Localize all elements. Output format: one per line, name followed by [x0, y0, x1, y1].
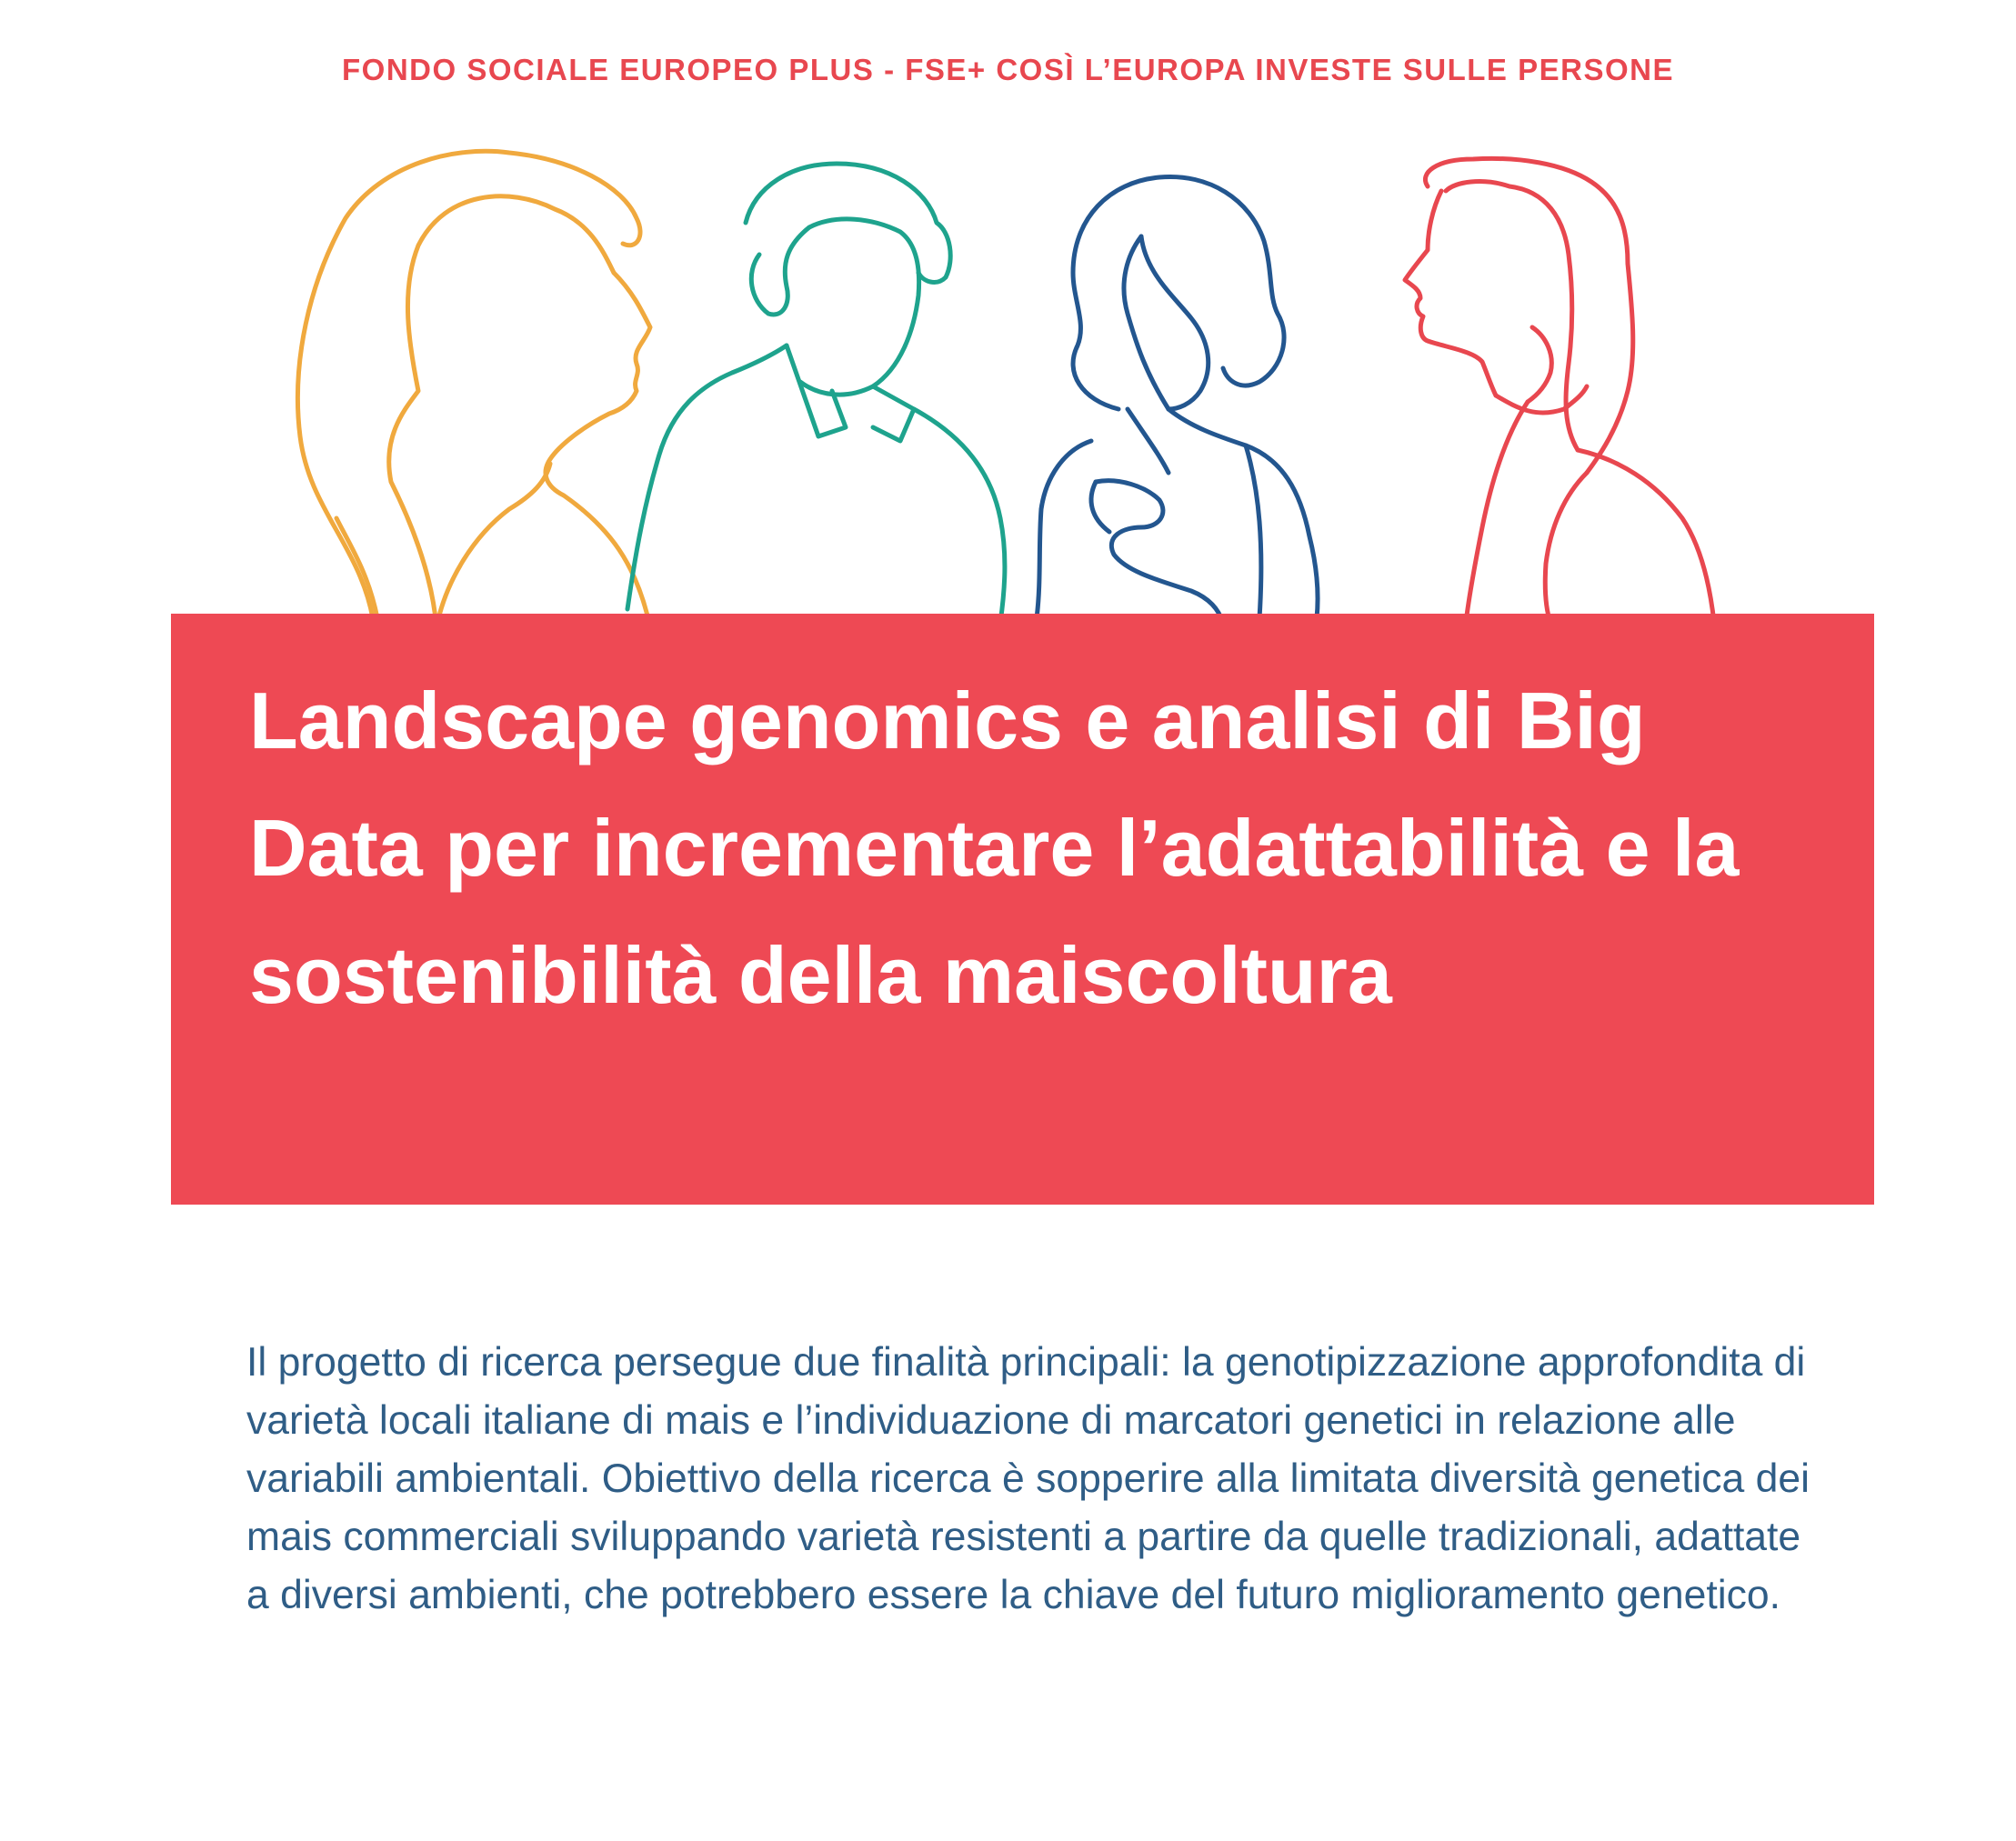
- description-paragraph: Il progetto di ricerca persegue due finalità principali: la genotipizzazione approfondita di varietà locali italiane di mais e l’individuazione di marcatori genetici in relazione alle variabili ambientali. Obiettivo della ricerca è sopperire alla limitata diversità genetica dei mais commerciali sviluppando varietà resistenti a partire da quelle tradizionali, adattate a diversi ambienti, che potrebbero essere la chiave del futuro miglioramento genetico.: [246, 1340, 1810, 1617]
- title-banner: [171, 614, 1874, 1205]
- woman-bob-outline-icon: [1037, 176, 1318, 623]
- header-tagline: FONDO SOCIALE EUROPEO PLUS - FSE+ COSÌ L’EUROPA INVESTE SULLE PERSONE: [342, 53, 1674, 86]
- man-profile-outline-icon: [1405, 158, 1714, 623]
- man-collar-outline-icon: [627, 164, 1005, 623]
- people-illustration: [273, 136, 1746, 627]
- woman-ponytail-outline-icon: [297, 151, 650, 627]
- page-title: Landscape genomics e analisi di Big Data per incrementare l’adattabilità e la sostenibilità della maiscoltura: [249, 675, 1740, 1020]
